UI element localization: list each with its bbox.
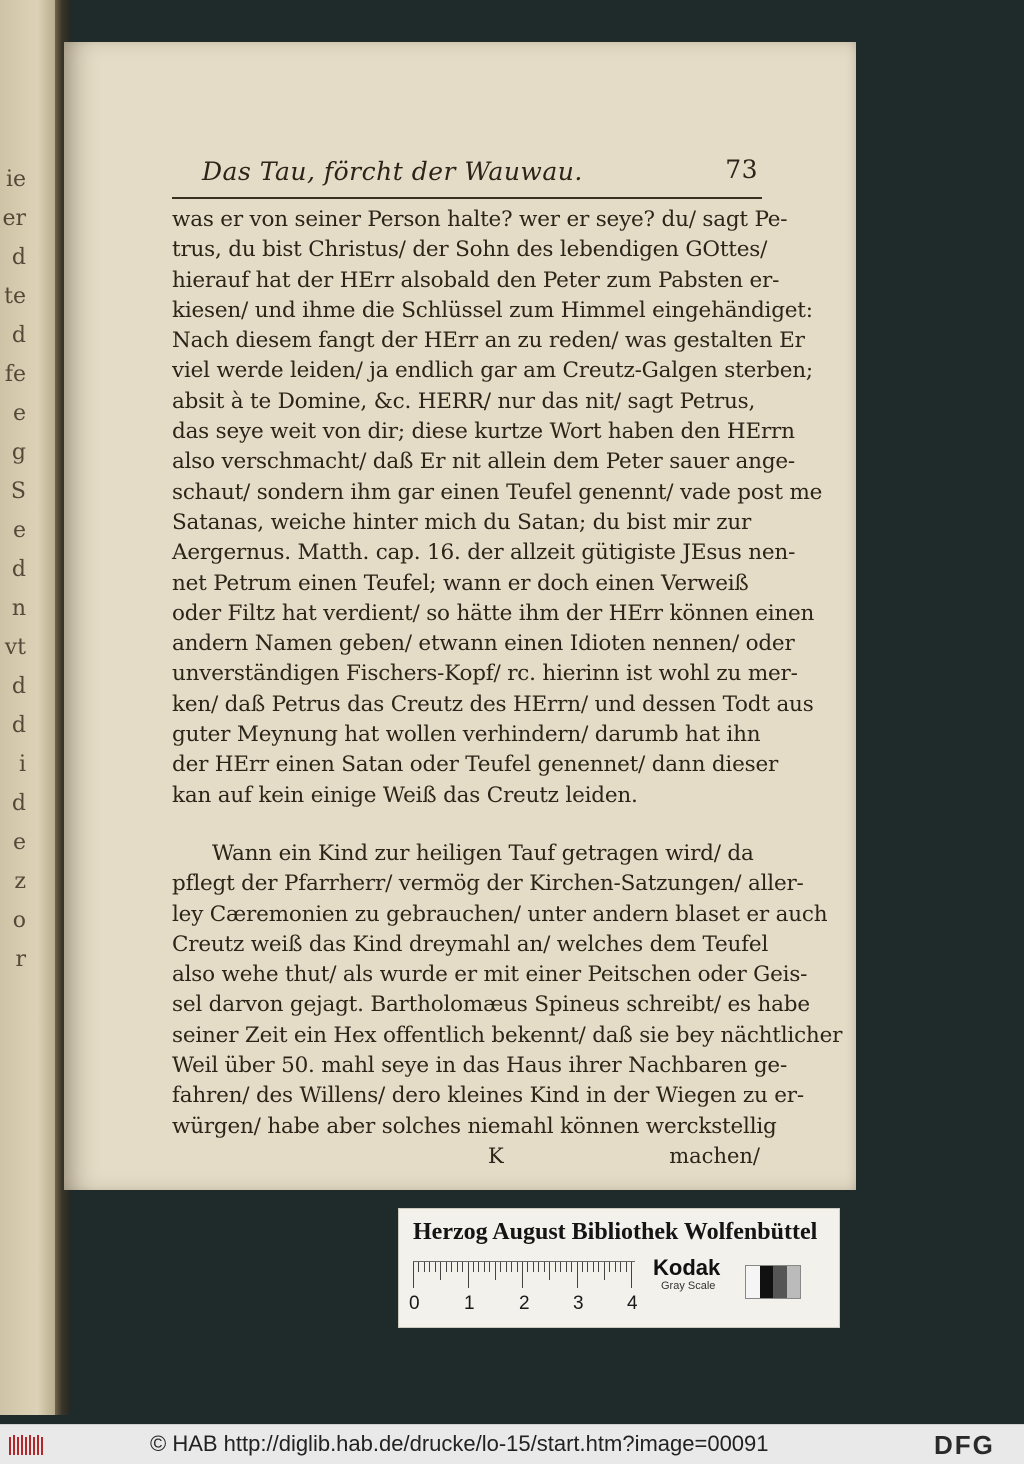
ruler-tick <box>609 1262 610 1272</box>
text-line: seiner Zeit ein Hex offentlich bekennt/ daß sie bey nächtlicher <box>172 1022 843 1048</box>
left-page-fragment: d <box>11 323 26 348</box>
catchword: machen/ <box>669 1143 760 1168</box>
ruler-tick <box>533 1262 534 1272</box>
page-number: 73 <box>725 155 758 184</box>
scale-ruler <box>413 1261 635 1292</box>
ruler-tick <box>615 1262 616 1272</box>
ruler-number: 1 <box>464 1293 475 1314</box>
page-text-block <box>172 155 843 1178</box>
ruler-tick <box>538 1262 539 1272</box>
left-page-fragment: g <box>11 440 26 465</box>
dfg-logo[interactable]: DFG <box>934 1430 995 1460</box>
left-page-fragment: d <box>11 713 26 738</box>
ruler-tick <box>598 1262 599 1272</box>
running-head-title: Das Tau, förcht der Wauwau. <box>202 157 583 186</box>
ruler-tick <box>620 1262 621 1272</box>
text-line: also wehe thut/ als wurde er mit einer Peitschen oder Geis- <box>172 962 808 988</box>
text-line: ley Cæremonien zu gebrauchen/ unter andern blaset er auch <box>172 901 828 927</box>
ruler-tick <box>424 1262 425 1272</box>
text-line: fahren/ des Willens/ dero kleines Kind in der Wiegen zu er- <box>172 1083 804 1109</box>
left-page-fragment: vt <box>4 635 26 660</box>
left-page-fragment: o <box>12 908 26 933</box>
text-line: Nach diesem fangt der HErr an zu reden/ was gestalten Er <box>172 328 805 354</box>
book-page <box>64 42 856 1190</box>
signature-mark: K <box>488 1143 504 1168</box>
gray-scale-patch <box>745 1265 801 1299</box>
ruler-number: 3 <box>573 1293 584 1314</box>
ruler-tick <box>593 1262 594 1272</box>
paragraph-2 <box>172 839 843 1142</box>
ruler-tick <box>478 1262 479 1272</box>
running-head <box>172 155 772 193</box>
ruler-tick <box>527 1262 528 1272</box>
page-footer-line <box>172 1144 772 1178</box>
text-line: net Petrum einen Teufel; wann er doch einen Verweiß <box>172 570 749 596</box>
left-page-text-fragments <box>0 160 26 979</box>
text-line: Satanas, weiche hinter mich du Satan; du bist mir zur <box>172 509 752 535</box>
ruler-tick <box>560 1262 561 1272</box>
ruler-tick <box>440 1262 441 1280</box>
ruler-tick <box>484 1262 485 1272</box>
text-line: schaut/ sondern ihm gar einen Teufel genennt/ vade post me <box>172 479 823 505</box>
text-line: sel darvon gejagt. Bartholomæus Spineus schreibt/ es habe <box>172 992 810 1018</box>
paragraph-gap <box>172 811 772 839</box>
left-page-fragment: e <box>12 401 26 426</box>
ruler-numbers <box>409 1293 649 1317</box>
hab-logo-icon[interactable] <box>8 1433 46 1457</box>
text-line: kan auf kein einige Weiß das Creutz leiden. <box>172 782 638 808</box>
ruler-tick <box>495 1262 496 1280</box>
left-page-fragment: d <box>11 245 26 270</box>
left-page-fragment: d <box>11 791 26 816</box>
ruler-tick <box>582 1262 583 1272</box>
left-page-fragment: z <box>14 869 26 894</box>
text-line: was er von seiner Person halte? wer er seye? du/ sagt Pe- <box>172 207 788 232</box>
left-page-fragment: n <box>11 596 26 621</box>
text-line: trus, du bist Christus/ der Sohn des lebendigen GOttes/ <box>172 237 768 263</box>
left-page-fragment: d <box>11 674 26 699</box>
left-page-fragment: ie <box>5 167 26 192</box>
text-line: andern Namen geben/ etwann einen Idioten nennen/ oder <box>172 631 795 657</box>
text-line: Creutz weiß das Kind dreymahl an/ welches dem Teufel <box>172 931 769 957</box>
ruler-number: 2 <box>519 1293 530 1314</box>
ruler-tick <box>587 1262 588 1272</box>
text-line: Wann ein Kind zur heiligen Tauf getragen wird/ da <box>212 840 754 866</box>
library-name: Herzog August Bibliothek Wolfenbüttel <box>413 1219 818 1245</box>
header-rule <box>172 197 762 199</box>
ruler-tick <box>566 1262 567 1272</box>
ruler-tick <box>604 1262 605 1280</box>
text-line: guter Meynung hat wollen verhindern/ darumb hat ihn <box>172 722 761 748</box>
ruler-tick <box>522 1262 523 1288</box>
left-page-fragment: er <box>2 206 26 231</box>
ruler-tick <box>457 1262 458 1272</box>
text-line: oder Filtz hat verdient/ so hätte ihm der HErr können einen <box>172 600 815 626</box>
text-line: Aergernus. Matth. cap. 16. der allzeit gütigiste JEsus nen- <box>172 540 796 566</box>
gray-scale-label: Gray Scale <box>661 1280 716 1292</box>
ruler-tick <box>500 1262 501 1272</box>
left-page-fragment: r <box>15 947 26 972</box>
text-line: würgen/ habe aber solches niemahl können werckstellig <box>172 1113 777 1139</box>
ruler-tick <box>626 1262 627 1272</box>
ruler-tick <box>517 1262 518 1272</box>
ruler-tick <box>468 1262 469 1288</box>
library-color-card <box>398 1208 840 1328</box>
text-line: hierauf hat der HErr alsobald den Peter zum Pabsten er- <box>172 267 780 293</box>
ruler-tick <box>429 1262 430 1272</box>
left-page-fragment: S <box>10 479 26 504</box>
left-page-fragment: fe <box>4 362 26 387</box>
left-page-fragment: e <box>12 830 26 855</box>
ruler-tick <box>544 1262 545 1272</box>
left-page-fragment: te <box>4 284 26 309</box>
ruler-tick <box>631 1262 632 1288</box>
ruler-number: 0 <box>409 1293 420 1314</box>
paragraph-1 <box>172 205 823 811</box>
ruler-tick <box>506 1262 507 1272</box>
left-page-fragment: i <box>18 752 26 777</box>
text-line: unverständigen Fischers-Kopf/ rc. hierinn ist wohl zu mer- <box>172 661 798 687</box>
ruler-tick <box>555 1262 556 1272</box>
ruler-tick <box>571 1262 572 1272</box>
left-page-edge <box>0 0 62 1415</box>
ruler-tick <box>577 1262 578 1288</box>
ruler-tick <box>413 1262 414 1288</box>
copyright-link[interactable]: © HAB http://diglib.hab.de/drucke/lo-15/start.htm?image=00091 <box>150 1431 769 1456</box>
text-line: Weil über 50. mahl seye in das Haus ihrer Nachbaren ge- <box>172 1053 788 1079</box>
ruler-tick <box>511 1262 512 1272</box>
ruler-tick <box>446 1262 447 1272</box>
left-page-fragment: e <box>12 518 26 543</box>
text-line: also verschmacht/ daß Er nit allein dem Peter sauer ange- <box>172 449 795 475</box>
text-line: der HErr einen Satan oder Teufel genennet/ dann dieser <box>172 752 779 778</box>
text-line: viel werde leiden/ ja endlich gar am Creutz-Galgen sterben; <box>172 358 813 384</box>
ruler-tick <box>418 1262 419 1272</box>
text-line: kiesen/ und ihme die Schlüssel zum Himmel eingehändiget: <box>172 297 813 323</box>
ruler-tick <box>462 1262 463 1272</box>
text-line: das seye weit von dir; diese kurtze Wort haben den HErrn <box>172 419 795 445</box>
text-line: pflegt der Pfarrherr/ vermög der Kirchen-Satzungen/ aller- <box>172 871 804 897</box>
ruler-number: 4 <box>627 1293 638 1314</box>
text-line: absit à te Domine, &c. HERR/ nur das nit/ sagt Petrus, <box>172 388 756 414</box>
text-line: ken/ daß Petrus das Creutz des HErrn/ und dessen Todt aus <box>172 691 814 717</box>
viewer-footer-bar <box>0 1424 1024 1464</box>
ruler-tick <box>549 1262 550 1280</box>
ruler-tick <box>451 1262 452 1272</box>
kodak-logo: Kodak <box>653 1255 721 1280</box>
ruler-tick <box>489 1262 490 1272</box>
left-page-fragment: d <box>11 557 26 582</box>
ruler-tick <box>435 1262 436 1272</box>
ruler-tick <box>473 1262 474 1272</box>
